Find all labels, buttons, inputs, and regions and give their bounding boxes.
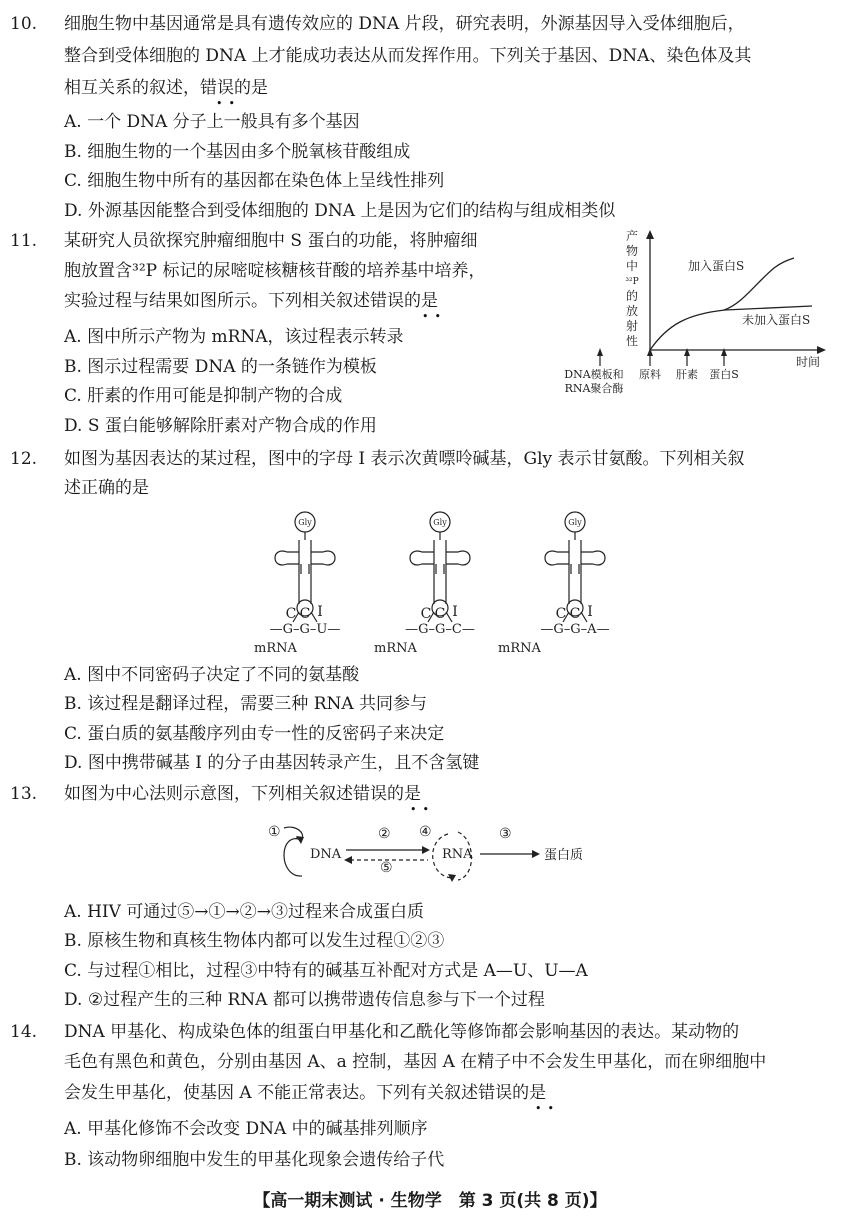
q10-number: 10. [10, 14, 38, 34]
q13-stem-line1: 如图为中心法则示意图，下列相关叙述错误的是 [64, 784, 421, 804]
q12-stem-line1: 如图为基因表达的某过程，图中的字母 I 表示次黄嘌呤碱基，Gly 表示甘氨酸。下列相关叙 [64, 449, 745, 469]
q12-option-c: C. 蛋白质的氨基酸序列由专一性的反密码子来决定 [64, 724, 445, 744]
q10-option-b: B. 细胞生物的一个基因由多个脱氧核苷酸组成 [64, 142, 411, 162]
event-dna-template: DNA模板和 [564, 368, 624, 381]
anticodon-base: C [555, 606, 567, 622]
q10-option-d: D. 外源基因能整合到受体细胞的 DNA 上是因为它们的结构与组成相类似 [64, 201, 616, 221]
y-label-char: 中 [625, 259, 639, 273]
q13-central-dogma [262, 818, 602, 890]
curve-label-with-s: 加入蛋白S [688, 259, 745, 273]
graph-x-label: 时间 [796, 355, 821, 369]
protein-label: 蛋白质 [544, 848, 584, 863]
q11-number: 11. [10, 231, 38, 251]
dna-label: DNA [310, 847, 342, 862]
process-number: ② [378, 826, 391, 842]
q12-number: 12. [10, 449, 38, 469]
q14-stem-line3: 会发生甲基化，使基因 A 不能正常表达。下列有关叙述错误的是 [64, 1083, 547, 1103]
process-number: ① [268, 824, 281, 840]
amino-acid-label: Gly [433, 518, 447, 527]
emphasis-dots: •• [216, 97, 241, 110]
anticodon-base: C [569, 606, 581, 622]
q12-option-d: D. 图中携带碱基 I 的分子由基因转录产生，且不含氢键 [64, 753, 480, 773]
q10-stem-line3: 相互关系的叙述，错误的是 [64, 78, 268, 98]
anticodon-base: I [317, 604, 323, 620]
anticodon-base: C [420, 606, 432, 622]
emphasis-dots: •• [410, 803, 435, 816]
anticodon-base: I [452, 604, 458, 620]
y-label-char: 射 [625, 319, 639, 333]
q11-option-a: A. 图中所示产物为 mRNA，该过程表示转录 [64, 327, 404, 347]
anticodon-base: I [587, 604, 593, 620]
page-footer: 【高一期末测试 · 生物学 第 3 页(共 8 页)】 [253, 1191, 607, 1211]
graph-y-arrow [646, 230, 654, 239]
graph-event-arrows [600, 352, 724, 366]
anticodon-base: C [285, 606, 297, 622]
event-protein-s: 蛋白S [709, 368, 739, 381]
y-label-char: 放 [625, 304, 639, 318]
q10-stem-line2: 整合到受体细胞的 DNA 上才能成功表达从而发挥作用。下列关于基因、DNA、染色体及其 [64, 46, 752, 66]
process-number: ⑤ [380, 860, 393, 876]
rna-label: RNA [442, 847, 473, 862]
event-rna-polymerase: RNA聚合酶 [564, 382, 624, 395]
mrna-label: mRNA [254, 641, 297, 656]
q14-stem-line2: 毛色有黑色和黄色，分别由基因 A、a 控制，基因 A 在精子中不会发生甲基化，而在卵细胞中 [64, 1052, 767, 1072]
emphasis-dots: •• [535, 1102, 560, 1115]
process-number: ③ [499, 826, 512, 842]
mrna-codon: —G–G–A— [540, 622, 610, 637]
y-label-char: 性 [625, 334, 639, 348]
q11-option-b: B. 图示过程需要 DNA 的一条链作为模板 [64, 357, 377, 377]
anticodon-base: C [434, 606, 446, 622]
q11-graph [550, 226, 835, 402]
q10-option-c: C. 细胞生物中所有的基因都在染色体上呈线性排列 [64, 171, 445, 191]
graph-y-label [625, 228, 638, 348]
q12-stem-line2: 述正确的是 [64, 478, 149, 498]
q13-option-c: C. 与过程①相比，过程③中特有的碱基互补配对方式是 A—U、U—A [64, 961, 588, 981]
y-label-char: 产 [625, 229, 639, 243]
q11-option-c: C. 肝素的作用可能是抑制产物的合成 [64, 386, 343, 406]
q13-option-b: B. 原核生物和真核生物体内都可以发生过程①②③ [64, 931, 445, 951]
mrna-codon: —G–G–U— [269, 622, 341, 637]
curve-label-without-s: 未加入蛋白S [742, 313, 811, 327]
graph-x-arrow [817, 346, 826, 354]
y-label-char: ³²P [625, 277, 639, 287]
q14-option-b: B. 该动物卵细胞中发生的甲基化现象会遗传给子代 [64, 1150, 445, 1170]
q13-option-a: A. HIV 可通过⑤→①→②→③过程来合成蛋白质 [64, 902, 425, 922]
q12-option-b: B. 该过程是翻译过程，需要三种 RNA 共同参与 [64, 694, 428, 714]
amino-acid-label: Gly [298, 518, 312, 527]
q11-stem-line2: 胞放置含³²P 标记的尿嘧啶核糖核苷酸的培养基中培养， [64, 261, 486, 281]
q14-stem-line1: DNA 甲基化、构成染色体的组蛋白甲基化和乙酰化等修饰都会影响基因的表达。某动物的 [64, 1022, 740, 1042]
q13-number: 13. [10, 784, 38, 804]
q11-stem-line3: 实验过程与结果如图所示。下列相关叙述错误的是 [64, 291, 438, 311]
q11-option-d: D. S 蛋白能够解除肝素对产物合成的作用 [64, 416, 377, 436]
replication-loop [284, 838, 302, 876]
event-heparin: 肝素 [676, 368, 698, 381]
q10-option-a: A. 一个 DNA 分子上一般具有多个基因 [64, 112, 360, 132]
q14-number: 14. [10, 1022, 38, 1042]
q13-option-d: D. ②过程产生的三种 RNA 都可以携带遗传信息参与下一个过程 [64, 990, 545, 1010]
mrna-codon: —G–G–C— [405, 622, 475, 637]
y-label-char: 物 [625, 244, 639, 258]
anticodon-base: C [299, 606, 311, 622]
mrna-label: mRNA [374, 641, 417, 656]
q14-option-a: A. 甲基化修饰不会改变 DNA 中的碱基排列顺序 [64, 1119, 428, 1139]
q10-stem-line1: 细胞生物中基因通常是具有遗传效应的 DNA 片段，研究表明，外源基因导入受体细胞后， [64, 14, 745, 34]
amino-acid-label: Gly [568, 518, 582, 527]
q11-stem-line1: 某研究人员欲探究肿瘤细胞中 S 蛋白的功能，将肿瘤细 [64, 231, 478, 251]
process-number: ④ [419, 824, 432, 840]
event-raw-material: 原料 [639, 368, 661, 381]
mrna-label: mRNA [498, 641, 541, 656]
q12-trna-figure [250, 508, 620, 658]
emphasis-dots: •• [422, 310, 447, 323]
q12-option-a: A. 图中不同密码子决定了不同的氨基酸 [64, 665, 360, 685]
y-label-char: 的 [625, 289, 639, 303]
